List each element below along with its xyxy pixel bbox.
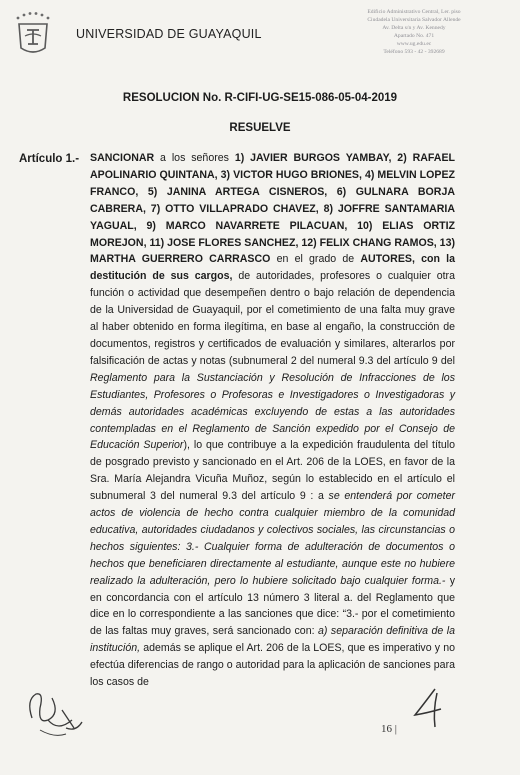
page-number: 16 | — [381, 723, 397, 735]
address-line: Ciudadela Universitaria Salvador Allende — [367, 17, 461, 23]
article-text-segment: ), lo que contribuye a la expedición fraudulenta del título de posgrado previsto y sancionado en el Art. 206 de la LOES, en favor de la Sra. María Alejandra Vicuña Muñoz, según lo establecido en el artículo el subnumeral 3 del numeral 9.3 del artículo 9 : a — [90, 439, 455, 503]
article-text-segment: a) separación definitiva de la institución, — [90, 625, 455, 655]
article-text-segment: a los señores — [154, 152, 235, 164]
article-text-segment: se entenderá por cometer actos de violencia de hecho contra cualquier miembro de la comunidad educativa, autoridades ciudadanos y colectivos sociales, las circunstancias o hechos siguientes: 3.- Cualquier forma de adulteración de documentos o hechos que beneficiaren directamente al estudiante, aunque este no hubiere realizado la adulteración, pero lo hubiere solicitado bajo cualquier forma.- — [90, 490, 455, 587]
university-seal-icon — [10, 10, 56, 58]
university-name: UNIVERSIDAD DE GUAYAQUIL — [76, 27, 262, 41]
handwritten-signature-left — [18, 680, 88, 740]
article-text-segment: 1) JAVIER BURGOS YAMBAY, 2) RAFAEL APOLINARIO QUINTANA, 3) VICTOR HUGO BRIONES, 4) MELVIN LOPEZ FRANCO, 5) JANINA ARTEGA CISNEROS, 6) GULNARA BORJA CABRERA, 7) OTTO VILLAPRADO CHAVEZ, 8) JOFFRE SANTAMARIA YAGUAL, 9) MARCO NAVARRETE PILACUAN, 10) ELIAS ORTIZ MOREJON, 11) JOSE FLORES SANCHEZ, 12) FELIX CHANG RAMOS, 13) MARTHA GUERRERO CARRASCO — [90, 152, 455, 266]
letterhead — [0, 0, 520, 80]
article-text-segment: Reglamento para la Sustanciación y Resolución de Infracciones de los Estudiantes, Profesores o Profesoras e Investigadores o Investigadoras y demás autoridades académicas excluyendo de estas a las autoridades contempladas en el Reglamento de Sanción expedido por el Consejo de Educación Superior — [90, 371, 455, 452]
resuelve-heading: RESUELVE — [229, 122, 291, 134]
article-text-segment: en el grado de — [270, 253, 361, 266]
address-block — [344, 8, 484, 56]
article-text-segment: de autoridades, profesores o cualquier otra función o actividad que desempeñen dentro o bajo relación de dependencia de la Universidad de Guayaquil, por el cometimiento de una falta muy grave al haber obtenido en forma ilegítima, en base al engaño, la construcción de documentos, registros y certificados de evaluación y similares, alterarlos por falsificación de actas y notas (subnumeral 2 del numeral 9.3 del artículo 9 del — [90, 270, 455, 367]
article-text-segment: además se aplique el Art. 206 de la LOES, que es imperativo y no efectúa diferencias de rango o autoridad para la aplicación de sanciones para los casos de — [90, 642, 455, 689]
address-line: Edificio Administrativo Central, Ler. piso — [367, 9, 461, 15]
handwritten-signature-right — [405, 685, 455, 730]
article-body — [90, 150, 455, 691]
address-line: www.ug.edu.ec — [396, 41, 432, 47]
article-text-segment: y en concordancia con el artículo 13 número 3 literal a. del Reglamento que dice en lo correspondiente a las sanciones que dice: “3.- por el cometimiento de las faltas muy graves, será sancionado con: — [90, 574, 455, 638]
resolution-number: RESOLUCION No. R-CIFI-UG-SE15-086-05-04-2019 — [122, 92, 398, 104]
address-line: Apartado No. 471 — [393, 33, 435, 39]
article-text-segment: AUTORES, con la destitución de sus cargos, — [90, 253, 455, 283]
article-text-segment: SANCIONAR — [90, 152, 155, 164]
address-line: Av. Delta s/n y Av. Kennedy — [382, 25, 446, 31]
address-line: Teléfono 593 - 42 - 392689 — [383, 49, 445, 55]
article-label: Artículo 1.- — [19, 153, 80, 165]
